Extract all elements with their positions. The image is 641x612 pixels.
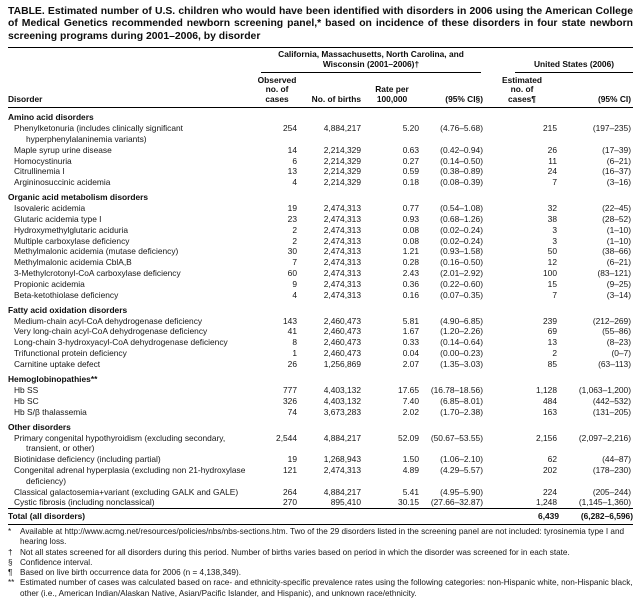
rate-per-100000: 0.16 bbox=[402, 289, 419, 300]
disorder-name: Long-chain 3-hydroxyacyl-CoA dehydrogenase deficiency bbox=[14, 337, 228, 348]
table-row bbox=[8, 326, 633, 337]
rate-per-100000: 5.41 bbox=[402, 486, 419, 497]
num-births: 1,256,869 bbox=[323, 358, 361, 369]
ci-state: (1.35–3.03) bbox=[440, 358, 483, 369]
ci-state: (0.16–0.50) bbox=[440, 257, 483, 268]
ci-us: (178–230) bbox=[592, 465, 631, 476]
estimated-cases: 202 bbox=[543, 465, 557, 476]
ci-us: (16–37) bbox=[602, 166, 631, 177]
observed-cases: 30 bbox=[287, 246, 297, 257]
column-header-observed-cases: Observed no. of cases bbox=[253, 73, 299, 108]
observed-cases: 2 bbox=[292, 224, 297, 235]
ci-state: (0.02–0.24) bbox=[440, 224, 483, 235]
rate-per-100000: 1.67 bbox=[402, 326, 419, 337]
ci-state: (0.08–0.39) bbox=[440, 177, 483, 188]
estimated-cases: 2,156 bbox=[536, 432, 557, 443]
column-header-disorder: Disorder bbox=[8, 73, 253, 108]
num-births: 2,474,313 bbox=[323, 267, 361, 278]
table-row bbox=[8, 177, 633, 188]
rate-per-100000: 0.33 bbox=[402, 337, 419, 348]
column-group-us bbox=[485, 47, 633, 72]
estimated-cases: 239 bbox=[543, 315, 557, 326]
estimated-cases: 11 bbox=[548, 155, 557, 166]
disorder-name: Phenylketonuria (includes clinically significant hyperphenylalaninemia variants) bbox=[14, 123, 183, 144]
rate-per-100000: 0.28 bbox=[402, 257, 419, 268]
ci-us: (3–14) bbox=[606, 289, 631, 300]
disorder-name: Glutaric acidemia type I bbox=[14, 213, 102, 224]
rate-per-100000: 1.50 bbox=[402, 454, 419, 465]
num-births: 2,214,329 bbox=[323, 177, 361, 188]
num-births: 3,673,283 bbox=[323, 406, 361, 417]
num-births: 2,474,313 bbox=[323, 465, 361, 476]
disorder-name: 3-Methylcrotonyl-CoA carboxylase deficiency bbox=[14, 267, 181, 278]
disorder-name: Hb SC bbox=[14, 395, 39, 406]
ci-state: (4.95–5.90) bbox=[440, 486, 483, 497]
table-row bbox=[8, 407, 633, 418]
rate-per-100000: 4.89 bbox=[402, 465, 419, 476]
num-births: 2,474,313 bbox=[323, 289, 361, 300]
footnote bbox=[8, 527, 633, 548]
num-births: 2,214,329 bbox=[323, 155, 361, 166]
estimated-cases: 7 bbox=[552, 177, 557, 188]
ci-state: (0.00–0.23) bbox=[440, 348, 483, 359]
footnote-text: Confidence interval. bbox=[20, 557, 93, 567]
ci-state: (0.07–0.35) bbox=[440, 289, 483, 300]
observed-cases: 19 bbox=[287, 203, 297, 214]
observed-cases: 19 bbox=[287, 454, 297, 465]
estimated-cases: 3 bbox=[552, 224, 557, 235]
ci-us: (38–66) bbox=[602, 246, 631, 257]
ci-us: (212–269) bbox=[592, 315, 631, 326]
rate-per-100000: 0.04 bbox=[402, 348, 419, 359]
ci-us: (2,097–2,216) bbox=[578, 432, 631, 443]
section-heading: Hemoglobinopathies** bbox=[8, 374, 98, 385]
num-births: 895,410 bbox=[330, 497, 361, 508]
rate-per-100000: 0.77 bbox=[402, 203, 419, 214]
total-label: Total (all disorders) bbox=[8, 509, 485, 524]
observed-cases: 2 bbox=[292, 235, 297, 246]
column-group-states-label: California, Massachusetts, North Carolina, and Wisconsin (2001–2006)† bbox=[261, 48, 481, 73]
observed-cases: 41 bbox=[287, 326, 297, 337]
disorder-name: Very long-chain acyl-CoA dehydrogenase deficiency bbox=[14, 326, 208, 337]
disorder-name: Medium-chain acyl-CoA dehydrogenase deficiency bbox=[14, 315, 203, 326]
table-total bbox=[8, 509, 633, 524]
rate-per-100000: 5.81 bbox=[402, 315, 419, 326]
disorder-name: Argininosuccinic acidemia bbox=[14, 177, 111, 188]
rate-per-100000: 0.63 bbox=[402, 144, 419, 155]
disorder-name: Methylmalonic acidemia (mutase deficiency) bbox=[14, 246, 179, 257]
footnote bbox=[8, 578, 633, 599]
table-row bbox=[8, 290, 633, 301]
estimated-cases: 24 bbox=[547, 166, 557, 177]
estimated-cases: 2 bbox=[552, 348, 557, 359]
ci-state: (1.06–2.10) bbox=[440, 454, 483, 465]
ci-state: (0.93–1.58) bbox=[440, 246, 483, 257]
rate-per-100000: 5.20 bbox=[402, 123, 419, 134]
footnote bbox=[8, 558, 633, 568]
num-births: 4,403,132 bbox=[323, 384, 361, 395]
section-heading: Other disorders bbox=[8, 421, 71, 432]
column-header-rate: Rate per 100,000 bbox=[363, 73, 421, 108]
footnote bbox=[8, 548, 633, 558]
estimated-cases: 50 bbox=[547, 246, 557, 257]
ci-us: (197–235) bbox=[592, 123, 631, 134]
column-header-ci-state: (95% CI§) bbox=[421, 73, 485, 108]
rate-per-100000: 0.08 bbox=[402, 224, 419, 235]
estimated-cases: 7 bbox=[552, 289, 557, 300]
ci-us: (8–23) bbox=[606, 337, 631, 348]
column-header-row bbox=[8, 73, 633, 108]
ci-us: (1–10) bbox=[606, 235, 631, 246]
estimated-cases: 224 bbox=[543, 486, 557, 497]
ci-us: (3–16) bbox=[606, 177, 631, 188]
disorder-name: Carnitine uptake defect bbox=[14, 358, 101, 369]
disorder-name: Beta-ketothiolase deficiency bbox=[14, 289, 119, 300]
rate-per-100000: 0.59 bbox=[402, 166, 419, 177]
observed-cases: 143 bbox=[283, 315, 297, 326]
section-heading: Organic acid metabolism disorders bbox=[8, 192, 149, 203]
rate-per-100000: 0.36 bbox=[402, 278, 419, 289]
rate-per-100000: 30.15 bbox=[398, 497, 419, 508]
column-header-estimated-cases: Estimated no. of cases¶ bbox=[485, 73, 559, 108]
observed-cases: 60 bbox=[287, 267, 297, 278]
section-heading-row bbox=[8, 188, 633, 203]
table-row bbox=[8, 156, 633, 167]
footnote-text: Based on live birth occurrence data for 2006 (n = 4,138,349). bbox=[20, 568, 241, 578]
num-births: 2,474,313 bbox=[323, 257, 361, 268]
estimated-cases: 62 bbox=[547, 454, 557, 465]
ci-us: (63–113) bbox=[598, 358, 631, 369]
table-row bbox=[8, 225, 633, 236]
estimated-cases: 215 bbox=[543, 123, 557, 134]
ci-us: (44–87) bbox=[602, 454, 631, 465]
column-group-states bbox=[253, 47, 485, 72]
observed-cases: 8 bbox=[292, 337, 297, 348]
ci-state: (4.76–5.68) bbox=[440, 123, 483, 134]
ci-us: (28–52) bbox=[602, 213, 631, 224]
ci-us: (1,145–1,360) bbox=[578, 497, 631, 508]
observed-cases: 2,544 bbox=[276, 432, 297, 443]
disorder-name: Propionic acidemia bbox=[14, 278, 85, 289]
ci-state: (50.67–53.55) bbox=[430, 432, 483, 443]
rate-per-100000: 0.08 bbox=[402, 235, 419, 246]
estimated-cases: 15 bbox=[547, 278, 557, 289]
observed-cases: 326 bbox=[283, 395, 297, 406]
ci-us: (442–532) bbox=[592, 395, 631, 406]
ci-state: (6.85–8.01) bbox=[440, 395, 483, 406]
table-row bbox=[8, 337, 633, 348]
footnote-marker: ** bbox=[8, 578, 15, 588]
table-row bbox=[8, 487, 633, 498]
ci-us: (1,063–1,200) bbox=[578, 384, 631, 395]
observed-cases: 9 bbox=[292, 278, 297, 289]
rate-per-100000: 2.43 bbox=[402, 267, 419, 278]
footnote-marker: * bbox=[8, 527, 12, 536]
ci-state: (0.54–1.08) bbox=[440, 203, 483, 214]
num-births: 2,474,313 bbox=[323, 203, 361, 214]
rate-per-100000: 0.27 bbox=[402, 155, 419, 166]
table-header bbox=[8, 47, 633, 107]
column-header-num-births: No. of births bbox=[299, 73, 363, 108]
disorder-name: Hydroxymethylglutaric aciduria bbox=[14, 224, 129, 235]
footnote-text: Not all states screened for all disorders during this period. Number of births varies based on period in which the disorder was screened for in each state. bbox=[20, 547, 570, 557]
table-row bbox=[8, 465, 633, 487]
column-header-ci-us: (95% CI) bbox=[559, 73, 633, 108]
observed-cases: 4 bbox=[292, 289, 297, 300]
num-births: 2,474,313 bbox=[323, 246, 361, 257]
ci-state: (0.22–0.60) bbox=[440, 278, 483, 289]
num-births: 2,474,313 bbox=[323, 213, 361, 224]
rate-per-100000: 2.07 bbox=[402, 358, 419, 369]
disorder-name: Classical galactosemia+variant (excluding GALK and GALE) bbox=[14, 486, 239, 497]
estimated-cases: 69 bbox=[547, 326, 557, 337]
num-births: 2,474,313 bbox=[323, 224, 361, 235]
rate-per-100000: 7.40 bbox=[402, 395, 419, 406]
column-group-us-label: United States (2006) bbox=[515, 58, 633, 73]
num-births: 2,474,313 bbox=[323, 278, 361, 289]
section-heading: Fatty acid oxidation disorders bbox=[8, 304, 128, 315]
disorder-name: Homocystinuria bbox=[14, 155, 72, 166]
num-births: 2,214,329 bbox=[323, 166, 361, 177]
table-row bbox=[8, 497, 633, 508]
ci-state: (27.66–32.87) bbox=[430, 497, 483, 508]
ci-state: (16.78–18.56) bbox=[430, 384, 483, 395]
num-births: 4,403,132 bbox=[323, 395, 361, 406]
ci-us: (0–7) bbox=[611, 348, 631, 359]
section-heading-row bbox=[8, 370, 633, 385]
ci-us: (131–205) bbox=[592, 406, 631, 417]
num-births: 4,884,217 bbox=[323, 123, 361, 134]
observed-cases: 270 bbox=[283, 497, 297, 508]
disorder-name: Hb SS bbox=[14, 384, 39, 395]
ci-state: (1.70–2.38) bbox=[440, 406, 483, 417]
total-row bbox=[8, 509, 633, 524]
estimated-cases: 85 bbox=[547, 358, 557, 369]
table-row bbox=[8, 268, 633, 279]
table-row bbox=[8, 385, 633, 396]
disorder-name: Methylmalonic acidemia CblA,B bbox=[14, 257, 132, 268]
table-row bbox=[8, 123, 633, 145]
rate-per-100000: 1.21 bbox=[402, 246, 419, 257]
table-row bbox=[8, 316, 633, 327]
footnote-marker: ¶ bbox=[8, 568, 13, 578]
num-births: 2,460,473 bbox=[323, 326, 361, 337]
disorder-name: Biotinidase deficiency (including partial) bbox=[14, 454, 161, 465]
observed-cases: 4 bbox=[292, 177, 297, 188]
footnote bbox=[8, 568, 633, 578]
table-row bbox=[8, 348, 633, 359]
estimated-cases: 13 bbox=[547, 337, 557, 348]
ci-us: (205–244) bbox=[592, 486, 631, 497]
section-heading-row bbox=[8, 300, 633, 315]
observed-cases: 121 bbox=[283, 465, 297, 476]
section-heading: Amino acid disorders bbox=[8, 112, 94, 123]
total-estimated-cases: 6,439 bbox=[485, 509, 559, 524]
table-row bbox=[8, 359, 633, 370]
observed-cases: 264 bbox=[283, 486, 297, 497]
ci-state: (0.14–0.50) bbox=[440, 155, 483, 166]
ci-us: (17–39) bbox=[602, 144, 631, 155]
disorder-name: Hb S/β thalassemia bbox=[14, 406, 87, 417]
observed-cases: 23 bbox=[287, 213, 297, 224]
footnote-text: Estimated number of cases was calculated based on race- and ethnicity-specific prevalence rates using the following categories: non-Hispanic white, non-Hispanic black, other (i.e., American Indian/Alaskan Native, Asian/Pacific Islander, and Hispanic), and unknown race/ethnicity. bbox=[20, 578, 633, 598]
ci-us: (83–121) bbox=[597, 267, 631, 278]
estimated-cases: 12 bbox=[547, 257, 557, 268]
estimated-cases: 26 bbox=[547, 144, 557, 155]
table-row bbox=[8, 396, 633, 407]
table-row bbox=[8, 433, 633, 455]
num-births: 2,460,473 bbox=[323, 315, 361, 326]
footnotes bbox=[8, 527, 633, 599]
table-row bbox=[8, 166, 633, 177]
estimated-cases: 1,128 bbox=[536, 384, 557, 395]
estimated-cases: 484 bbox=[543, 395, 557, 406]
rate-per-100000: 0.93 bbox=[402, 213, 419, 224]
estimated-cases: 100 bbox=[543, 267, 557, 278]
observed-cases: 74 bbox=[287, 406, 297, 417]
rate-per-100000: 52.09 bbox=[398, 432, 419, 443]
ci-state: (1.20–2.26) bbox=[440, 326, 483, 337]
table-row bbox=[8, 145, 633, 156]
ci-state: (0.42–0.94) bbox=[440, 144, 483, 155]
num-births: 1,268,943 bbox=[323, 454, 361, 465]
footnote-text: Available at http://www.acmg.net/resources/policies/nbs/nbs-sections.htm. Two of the 29 disorders listed in the screening panel are not included: tyrosinemia type I and hearing loss. bbox=[20, 527, 625, 547]
ci-state: (0.14–0.64) bbox=[440, 337, 483, 348]
ci-state: (0.38–0.89) bbox=[440, 166, 483, 177]
disorder-name: Congenital adrenal hyperplasia (excluding non 21-hydroxylase deficiency) bbox=[14, 465, 246, 486]
observed-cases: 6 bbox=[292, 155, 297, 166]
ci-state: (2.01–2.92) bbox=[440, 267, 483, 278]
estimated-cases: 1,248 bbox=[536, 497, 557, 508]
ci-us: (22–45) bbox=[602, 203, 631, 214]
num-births: 4,884,217 bbox=[323, 432, 361, 443]
disorder-name: Primary congenital hypothyroidism (excluding secondary, transient, or other) bbox=[14, 432, 226, 454]
table-title: TABLE. Estimated number of U.S. children who would have been identified with disorders in 2006 using the American College of Medical Genetics recommended newborn screening panel,* based on incidence of these disorders in four state newborn screening programs during 2001–2006, by disorder bbox=[8, 6, 633, 42]
table-row bbox=[8, 236, 633, 247]
main-table bbox=[8, 47, 633, 525]
ci-state: (0.68–1.26) bbox=[440, 213, 483, 224]
num-births: 2,474,313 bbox=[323, 235, 361, 246]
ci-us: (6–21) bbox=[606, 257, 631, 268]
table-row bbox=[8, 246, 633, 257]
observed-cases: 777 bbox=[283, 384, 297, 395]
ci-state: (4.90–6.85) bbox=[440, 315, 483, 326]
num-births: 2,460,473 bbox=[323, 337, 361, 348]
observed-cases: 1 bbox=[292, 348, 297, 359]
observed-cases: 14 bbox=[287, 144, 297, 155]
section-heading-row bbox=[8, 107, 633, 123]
total-ci-us: (6,282–6,596) bbox=[559, 509, 633, 524]
table-row bbox=[8, 454, 633, 465]
rate-per-100000: 2.02 bbox=[402, 406, 419, 417]
table-row bbox=[8, 279, 633, 290]
ci-us: (1–10) bbox=[606, 224, 631, 235]
estimated-cases: 38 bbox=[547, 213, 557, 224]
disorder-name: Trifunctional protein deficiency bbox=[14, 348, 127, 359]
disorder-name: Maple syrup urine disease bbox=[14, 144, 112, 155]
observed-cases: 7 bbox=[292, 257, 297, 268]
ci-state: (4.29–5.57) bbox=[440, 465, 483, 476]
table-row bbox=[8, 257, 633, 268]
ci-us: (9–25) bbox=[606, 278, 631, 289]
ci-us: (6–21) bbox=[606, 155, 631, 166]
estimated-cases: 32 bbox=[547, 203, 557, 214]
disorder-name: Isovaleric acidemia bbox=[14, 203, 86, 214]
footnote-marker: § bbox=[8, 557, 13, 567]
num-births: 2,214,329 bbox=[323, 144, 361, 155]
section-heading-row bbox=[8, 417, 633, 432]
ci-state: (0.02–0.24) bbox=[440, 235, 483, 246]
estimated-cases: 163 bbox=[543, 406, 557, 417]
rate-per-100000: 0.18 bbox=[402, 177, 419, 188]
table-body bbox=[8, 107, 633, 508]
num-births: 2,460,473 bbox=[323, 348, 361, 359]
table-row bbox=[8, 214, 633, 225]
ci-us: (55–86) bbox=[602, 326, 631, 337]
column-group-row bbox=[8, 47, 633, 72]
disorder-name: Multiple carboxylase deficiency bbox=[14, 235, 130, 246]
footnote-marker: † bbox=[8, 547, 13, 557]
observed-cases: 254 bbox=[283, 123, 297, 134]
rate-per-100000: 17.65 bbox=[398, 384, 419, 395]
table-row bbox=[8, 203, 633, 214]
disorder-name: Citrullinemia I bbox=[14, 166, 65, 177]
disorder-name: Cystic fibrosis (including nonclassical) bbox=[14, 497, 155, 508]
estimated-cases: 3 bbox=[552, 235, 557, 246]
observed-cases: 13 bbox=[287, 166, 297, 177]
observed-cases: 26 bbox=[287, 358, 297, 369]
num-births: 4,884,217 bbox=[323, 486, 361, 497]
group-spacer bbox=[8, 47, 253, 72]
